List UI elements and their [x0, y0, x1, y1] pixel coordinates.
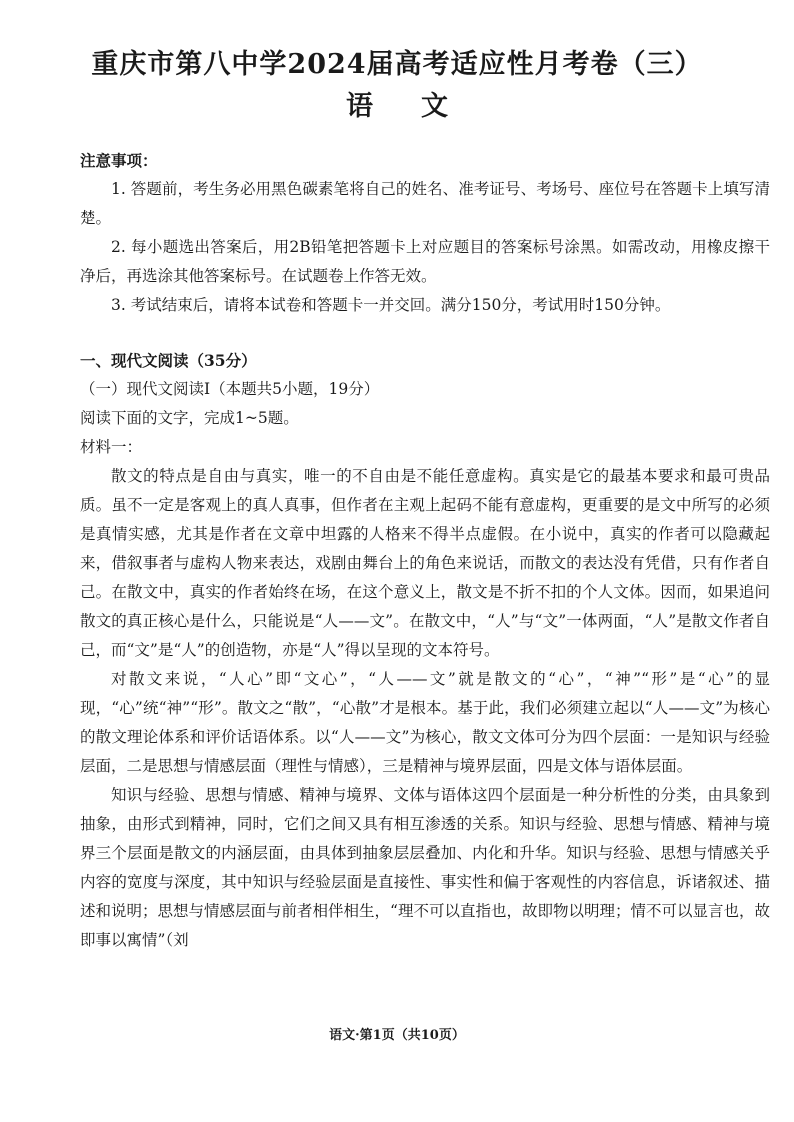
subject-char-1: 语 — [346, 91, 373, 122]
exam-title: 重庆市第八中学2024届高考适应性月考卷（三） — [91, 49, 703, 80]
notice-item-1: 1. 答题前，考生务必用黑色碳素笔将自己的姓名、准考证号、考场号、座位号在答题卡上填写清楚。 — [80, 180, 770, 227]
notice-section — [80, 146, 770, 320]
notice-heading: 注意事项： — [80, 151, 158, 170]
section-subheading: （一）现代文阅读Ⅰ（本题共5小题，19分） — [80, 380, 380, 398]
subject-title — [0, 84, 794, 123]
passage-paragraph-1: 散文的特点是自由与真实，唯一的不自由是不能任意虚构。真实是它的最基本要求和最可贵品质。虽不一定是客观上的真人真事，但作者在主观上起码不能有意虚构，更重要的是文中所写的必须是真情实感，尤其是作者在文章中坦露的人格来不得半点虚假。在小说中，真实的作者可以隐藏起来，借叙事者与虚构人物来表达，戏剧由舞台上的角色来说话，而散文的表达没有凭借，只有作者自己。在散文中，真实的作者始终在场，在这个意义上，散文是不折不扣的个人文体。因而，如果追问散文的真正核心是什么，只能说是“人——文”。在散文中，“人”与“文”一体两面，“人”是散文作者自己，而“文”是“人”的创造物，亦是“人”得以呈现的文本符号。 — [80, 467, 770, 659]
reading-section — [80, 346, 770, 955]
notice-item-3: 3. 考试结束后，请将本试卷和答题卡一并交回。满分150分，考试用时150分钟。 — [111, 296, 671, 314]
passage-paragraph-3: 知识与经验、思想与情感、精神与境界、文体与语体这四个层面是一种分析性的分类，由具象到抽象，由形式到精神，同时，它们之间又具有相互渗透的关系。知识与经验、思想与情感、精神与境界三个层面是散文的内涵层面，由具体到抽象层层叠加、内化和升华。知识与经验、思想与情感关乎内容的宽度与深度，其中知识与经验层面是直接性、事实性和偏于客观性的内容信息，诉诸叙述、描述和说明；思想与情感层面与前者相伴相生，“理不可以直指也，故即物以明理；情不可以显言也，故即事以寓情”（刘 — [80, 786, 770, 949]
passage-paragraph-2: 对散文来说，“人心”即“文心”，“人——文”就是散文的“心”，“神”“形”是“心”的显现，“心”统“神”“形”。散文之“散”，“心散”才是根本。基于此，我们必须建立起以“人——文”为核心的散文理论体系和评价话语体系。以“人——文”为核心，散文文体可分为四个层面：一是知识与经验层面，二是思想与情感层面（理性与情感），三是精神与境界层面，四是文体与语体层面。 — [80, 670, 770, 775]
page-footer: 语文·第1页（共10页） — [329, 1028, 465, 1043]
material-label: 材料一： — [80, 438, 143, 456]
notice-item-2: 2. 每小题选出答案后，用2B铅笔把答题卡上对应题目的答案标号涂黑。如需改动，用橡皮擦干净后，再选涂其他答案标号。在试题卷上作答无效。 — [80, 238, 770, 285]
section-instruction: 阅读下面的文字，完成1~5题。 — [80, 409, 299, 427]
section-heading: 一、现代文阅读（35分） — [80, 351, 257, 370]
subject-char-2: 文 — [421, 91, 448, 122]
